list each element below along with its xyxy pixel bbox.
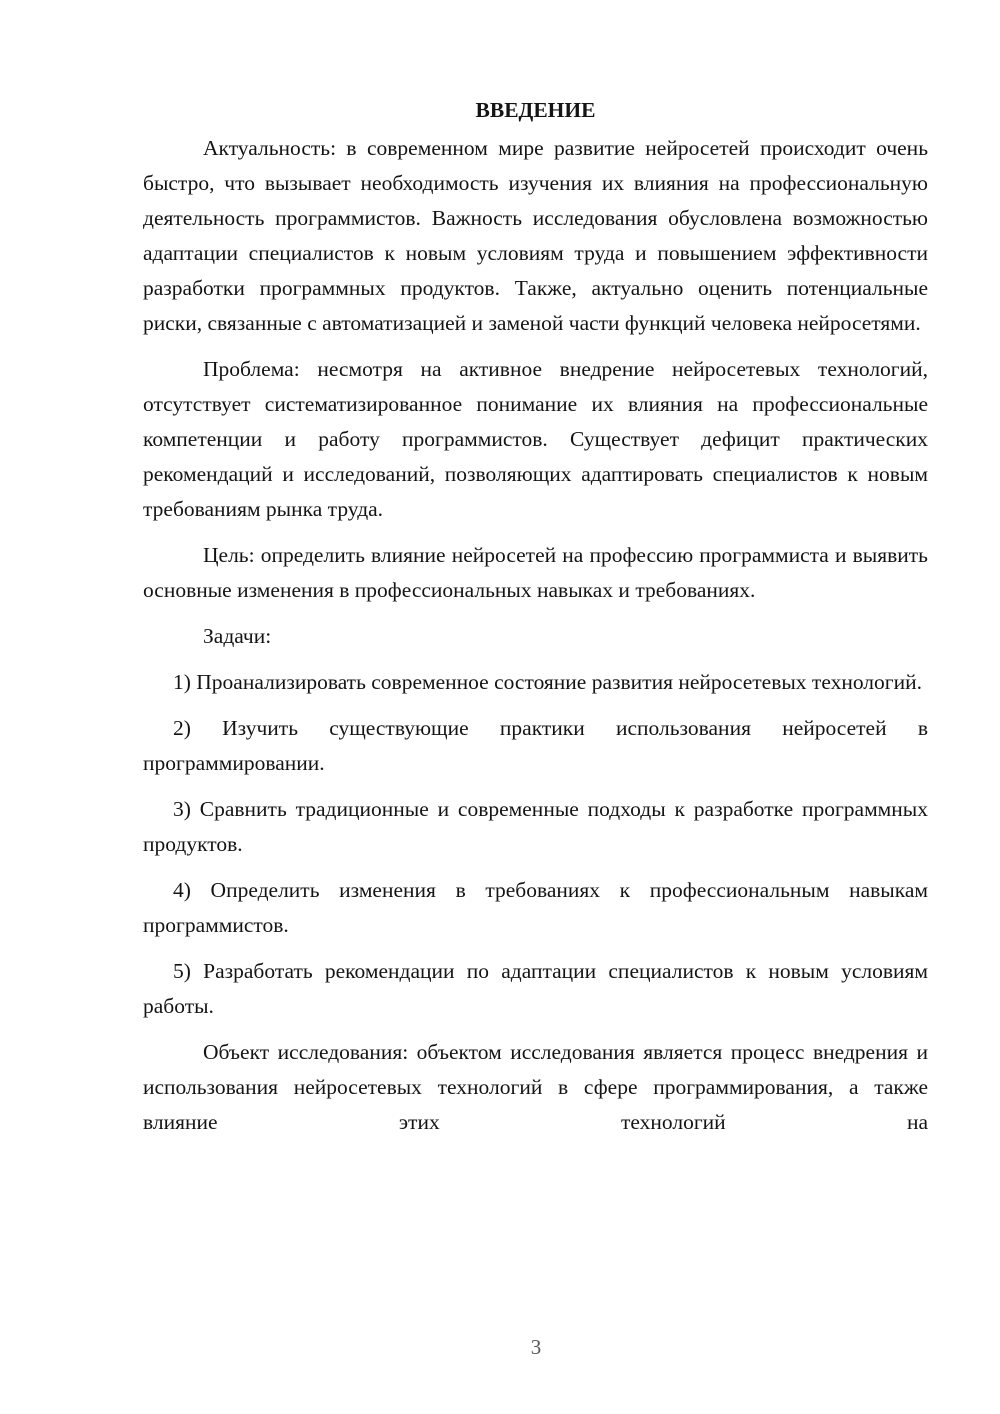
- task-item-5: 5) Разработать рекомендации по адаптации специалистов к новым условиям работы.: [143, 959, 928, 1018]
- section-title: ВВЕДЕНИЕ: [475, 98, 596, 122]
- task-item-2: 2) Изучить существующие практики использования нейросетей в программировании.: [143, 716, 928, 775]
- tasks-heading: Задачи:: [203, 624, 272, 648]
- paragraph-object: Объект исследования: объектом исследования является процесс внедрения и использования нейросетевых технологий в сфере программирования, а также влияние этих технологий на: [143, 1040, 928, 1134]
- paragraph-relevance: Актуальность: в современном мире развитие нейросетей происходит очень быстро, что вызывает необходимость изучения их влияния на профессиональную деятельность программистов. Важность исследования обусловлена возможностью адаптации специалистов к новым условиям труда и повышением эффективности разработки программных продуктов. Также, актуально оценить потенциальные риски, связанные с автоматизацией и заменой части функций человека нейросетями.: [143, 136, 928, 335]
- task-item-3: 3) Сравнить традиционные и современные подходы к разработке программных продуктов.: [143, 797, 928, 856]
- paragraph-problem: Проблема: несмотря на активное внедрение нейросетевых технологий, отсутствует систематизированное понимание их влияния на профессиональные компетенции и работу программистов. Существует дефицит практических рекомендаций и исследований, позволяющих адаптировать специалистов к новым требованиям рынка труда.: [143, 357, 928, 521]
- task-item-1: 1) Проанализировать современное состояние развития нейросетевых технологий.: [173, 670, 922, 694]
- task-item-4: 4) Определить изменения в требованиях к профессиональным навыкам программистов.: [143, 878, 928, 937]
- paragraph-goal: Цель: определить влияние нейросетей на профессию программиста и выявить основные изменения в профессиональных навыках и требованиях.: [143, 543, 928, 602]
- page-content: [143, 93, 928, 1140]
- page-number: 3: [530, 1335, 542, 1359]
